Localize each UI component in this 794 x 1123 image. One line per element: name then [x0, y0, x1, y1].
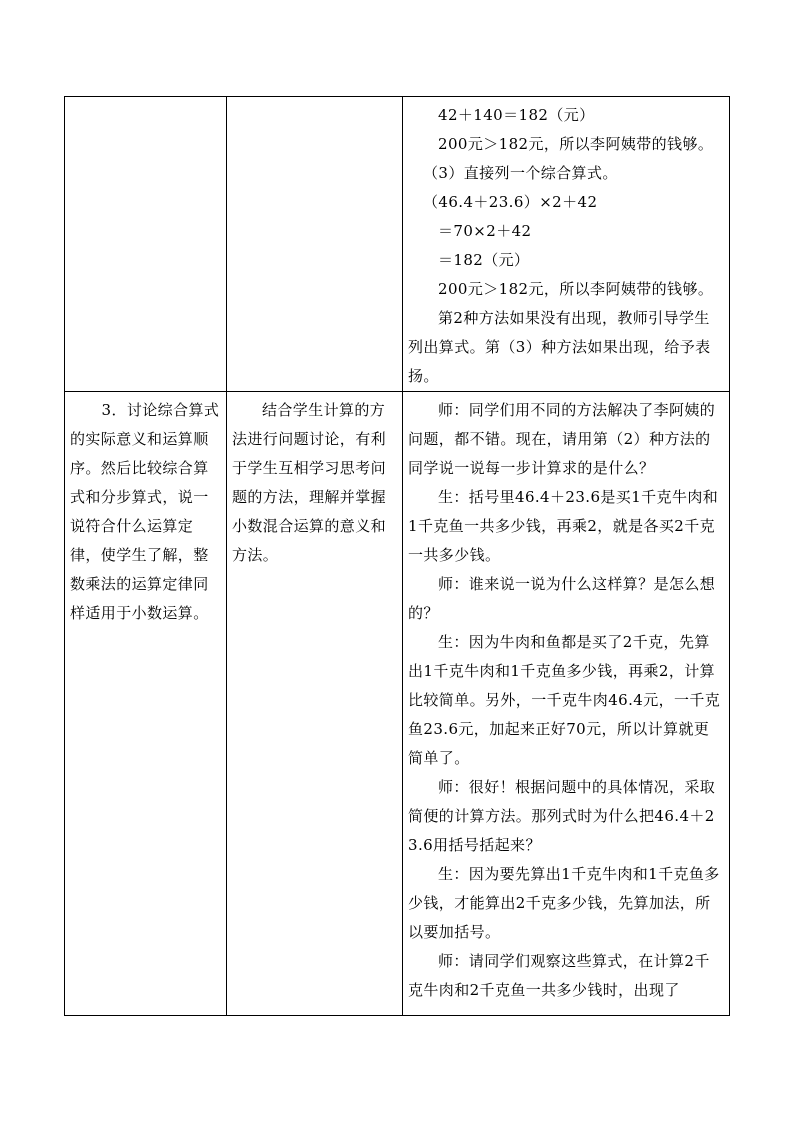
lesson-plan-table [64, 96, 730, 1016]
activity-cell [65, 392, 227, 1016]
dialogue-teacher: 师：谁来说一说为什么这样算？是怎么想的？ [408, 575, 716, 622]
conclusion-line: 200元＞182元，所以李阿姨带的钱够。 [438, 280, 714, 298]
conclusion-line: 200元＞182元，所以李阿姨带的钱够。 [438, 135, 714, 153]
table-row [65, 97, 730, 392]
teacher-note: 第2种方法如果没有出现，教师引导学生列出算式。第（3）种方法如果出现，给予表扬。 [408, 309, 711, 385]
dialogue-teacher: 师：很好！根据问题中的具体情况，采取简便的计算方法。那列式时为什么把46.4＋23.6用括号括起来？ [408, 778, 716, 854]
method-heading: （3）直接列一个综合算式。 [423, 164, 618, 182]
dialogue-student: 生：因为牛肉和鱼都是买了2千克，先算出1千克牛肉和1千克鱼多少钱，再乘2，计算比较简单。另外，一千克牛肉46.4元，一千克鱼23.6元，加起来正好70元，所以计算就更简单了。 [408, 633, 721, 767]
table-row [65, 392, 730, 1016]
dialogue-teacher: 师：同学们用不同的方法解决了李阿姨的问题，都不错。现在，请用第（2）种方法的同学说一说每一步计算求的是什么？ [408, 401, 716, 477]
activity-cell [65, 97, 227, 392]
dialogue-teacher: 师：请同学们观察这些算式，在计算2千克牛肉和2千克鱼一共多少钱时，出现了 [408, 952, 710, 999]
teaching-process-cell [403, 97, 730, 392]
design-intent-text: 结合学生计算的方法进行问题讨论，有利于学生互相学习思考问题的方法，理解并掌握小数混合运算的意义和方法。 [232, 401, 387, 564]
formula-step: ＝70×2＋42 [438, 222, 532, 240]
formula-result: ＝182（元） [438, 251, 530, 269]
dialogue-student: 生：因为要先算出1千克牛肉和1千克鱼多少钱，才能算出2千克多少钱，先算加法，所以要加括号。 [408, 865, 720, 941]
dialogue-student: 生：括号里46.4＋23.6是买1千克牛肉和1千克鱼一共多少钱，再乘2，就是各买2千克一共多少钱。 [408, 488, 719, 564]
teaching-process-cell [403, 392, 730, 1016]
formula-line: （46.4＋23.6）×2＋42 [423, 193, 598, 211]
design-intent-cell [227, 392, 403, 1016]
design-intent-cell [227, 97, 403, 392]
activity-text: 3．讨论综合算式的实际意义和运算顺序。然后比较综合算式和分步算式，说一说符合什么运算定律，使学生了解，整数乘法的运算定律同样适用于小数运算。 [70, 401, 220, 622]
calc-line: 42＋140＝182（元） [438, 106, 595, 124]
